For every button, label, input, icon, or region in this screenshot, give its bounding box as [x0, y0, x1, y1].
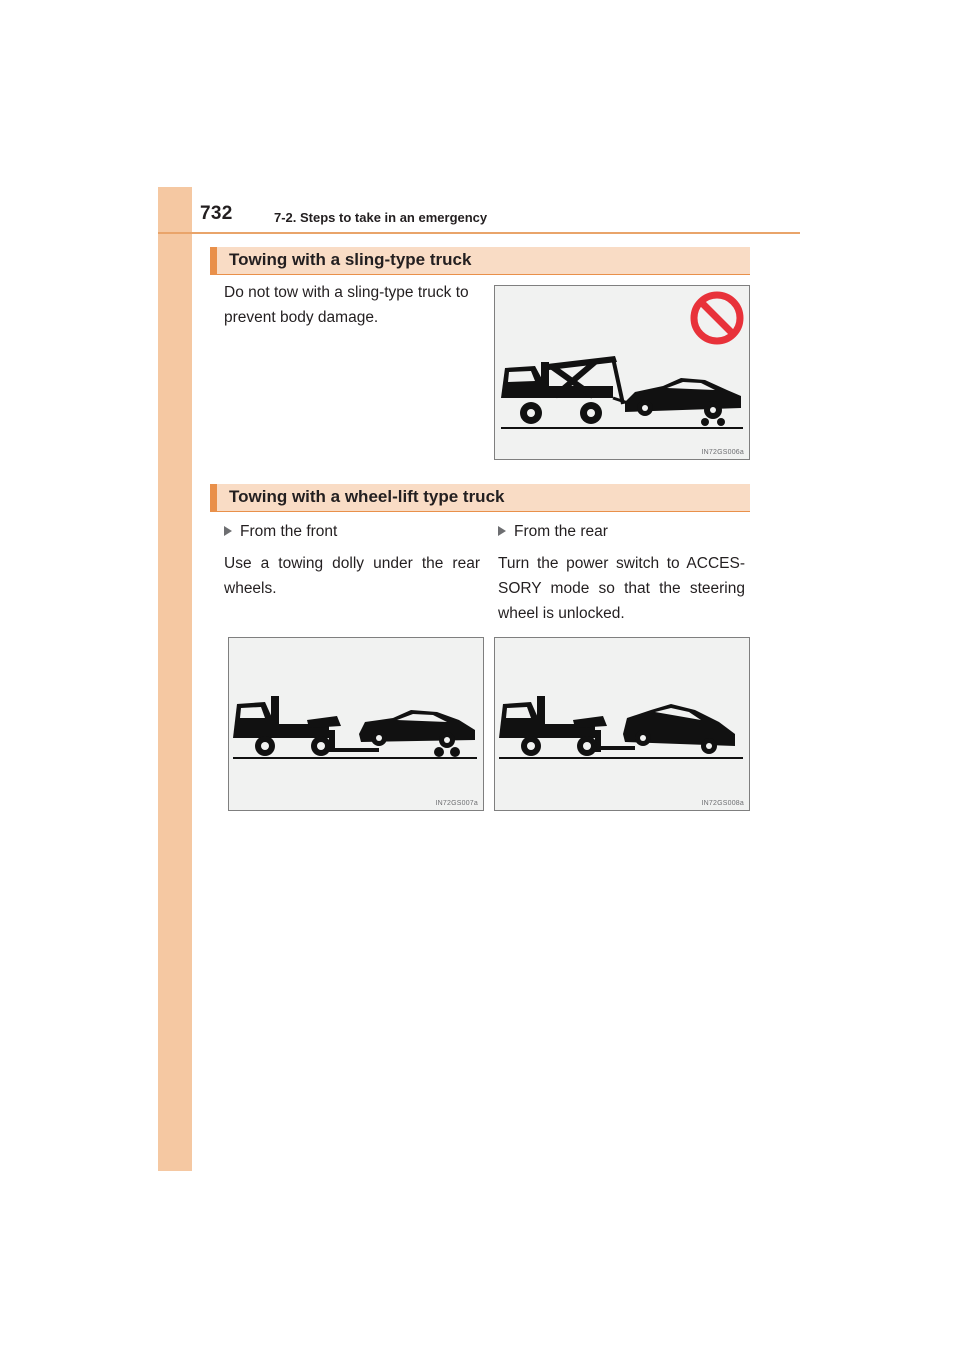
header-rule: [158, 232, 800, 234]
illustration-code: IN72GS008a: [701, 800, 744, 807]
side-tab-strip: [158, 187, 192, 1171]
sling-body-text: Do not tow with a sling-type truck to prevent body damage.: [224, 284, 469, 326]
rear-subheading: From the rear: [498, 521, 608, 543]
illustration-code: IN72GS007a: [435, 800, 478, 807]
triangle-bullet-icon: [498, 526, 506, 536]
section-header-wheel-lift: [210, 484, 750, 512]
front-tow-illustration: [228, 637, 484, 811]
page-number: 732: [200, 203, 233, 224]
section-title-wheel-lift: Towing with a wheel-lift type truck: [229, 487, 505, 506]
rear-tow-illustration: [494, 637, 750, 811]
front-body-text: Use a towing dolly under the rear wheels.: [224, 555, 480, 597]
rear-body-text: Turn the power switch to ACCES-SORY mode so that the steering wheel is unlocked.: [498, 555, 745, 622]
front-subheading: From the front: [224, 521, 337, 543]
triangle-bullet-icon: [224, 526, 232, 536]
section-header-sling: [210, 247, 750, 275]
chapter-title: 7-2. Steps to take in an emergency: [274, 210, 488, 225]
section-title-sling: Towing with a sling-type truck: [229, 250, 472, 269]
illustration-code: IN72GS006a: [701, 449, 744, 456]
sling-truck-illustration: [494, 285, 750, 460]
